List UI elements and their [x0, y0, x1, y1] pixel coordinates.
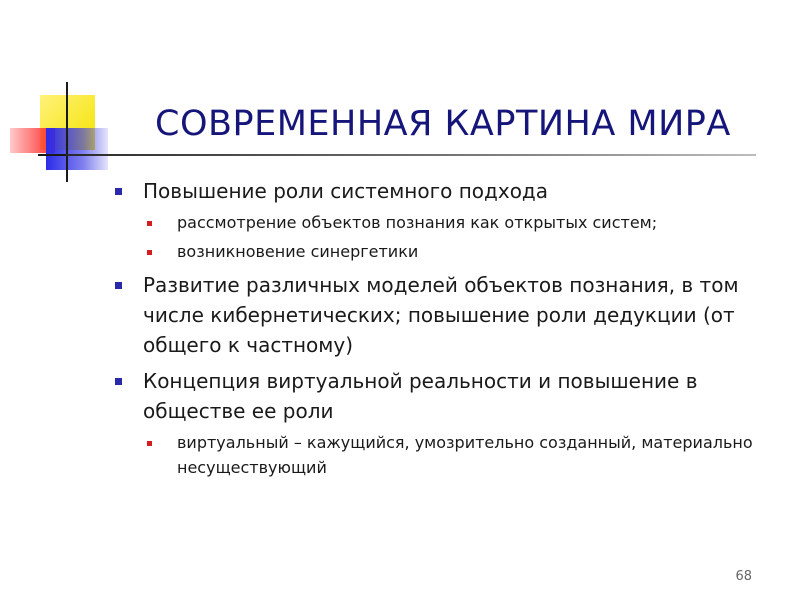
square-bullet-icon — [147, 441, 152, 446]
page-number: 68 — [735, 569, 752, 584]
square-bullet-icon — [115, 282, 122, 289]
sub-bullet-item — [143, 210, 770, 235]
logo-vertical-line — [66, 82, 68, 182]
logo-blue-square — [46, 128, 108, 170]
sub-bullet-list — [143, 210, 770, 264]
slide-content — [110, 176, 770, 486]
bullet-item — [110, 176, 770, 264]
square-bullet-icon — [115, 378, 122, 385]
sub-bullet-text: рассмотрение объектов познания как открытых систем; — [177, 213, 658, 232]
logo-horizontal-line — [38, 154, 68, 156]
sub-bullet-text: возникновение синергетики — [177, 242, 419, 261]
square-bullet-icon — [147, 221, 152, 226]
bullet-item — [110, 366, 770, 480]
sub-bullet-item — [143, 239, 770, 264]
bullet-list — [110, 176, 770, 480]
bullet-item — [110, 270, 770, 360]
sub-bullet-item — [143, 430, 770, 480]
sub-bullet-list — [143, 430, 770, 480]
title-underline — [66, 154, 756, 156]
bullet-text: Развитие различных моделей объектов познания, в том числе кибернетических; повышение роли дедукции (от общего к частному) — [143, 273, 739, 357]
square-bullet-icon — [115, 188, 122, 195]
square-bullet-icon — [147, 250, 152, 255]
bullet-text: Концепция виртуальной реальности и повышение в обществе ее роли — [143, 369, 698, 423]
decorative-logo — [0, 0, 120, 190]
slide-title: СОВРЕМЕННАЯ КАРТИНА МИРА — [155, 104, 731, 144]
sub-bullet-text: виртуальный – кажущийся, умозрительно созданный, материально несуществующий — [177, 433, 753, 477]
bullet-text: Повышение роли системного подхода — [143, 179, 549, 203]
